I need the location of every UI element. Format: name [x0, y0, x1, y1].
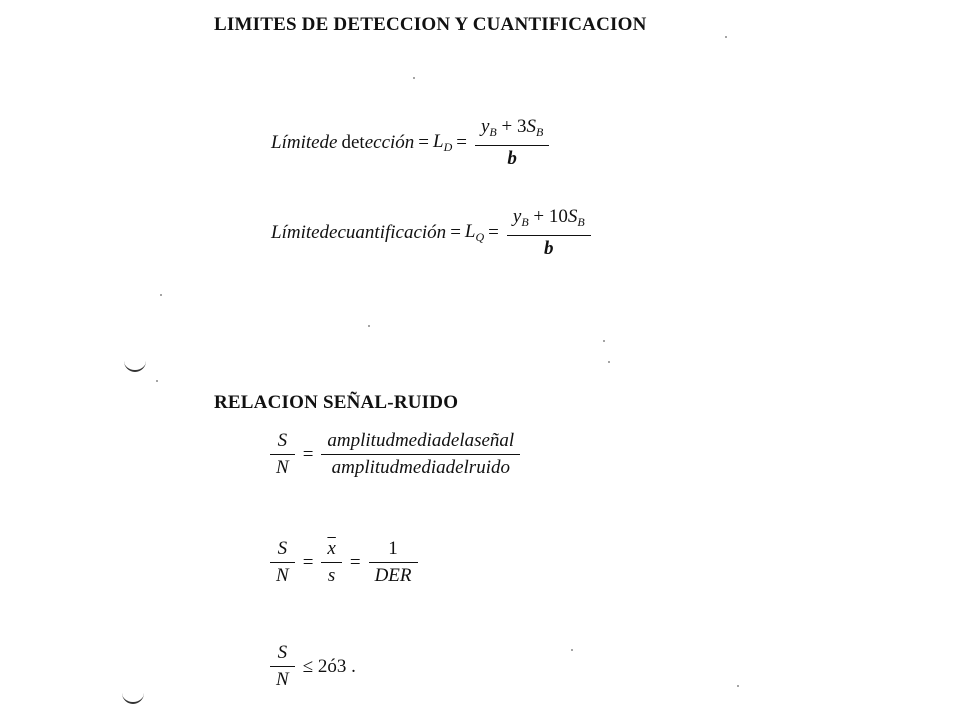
scan-speck — [725, 36, 727, 38]
equals-sign: = — [418, 132, 430, 153]
equation-sn-definition — [266, 430, 524, 479]
equation-detection-limit — [271, 116, 553, 170]
eq-lhs: Límitedecuantificación — [271, 222, 447, 243]
scan-speck — [608, 361, 610, 363]
scan-speck — [413, 77, 415, 79]
fraction-denominator: b — [507, 235, 591, 260]
fraction-numerator: $y_B + 10S_B$ — [512, 206, 585, 229]
eq-lhs-part3: ección — [364, 132, 415, 153]
fraction-S-over-N: $\frac{S}{N}$ — [270, 642, 295, 691]
fraction-denominator: b — [475, 145, 549, 170]
fraction-one-over-der: $\frac{1}{\text{DER}}$ — [369, 538, 418, 587]
sn-limit-rhs: ≤ 2ó3 . — [302, 655, 356, 677]
fraction-numerator: amplitudmediadelaseñal — [327, 430, 515, 451]
symbol-LQ: $L_Q$ — [464, 221, 485, 244]
scan-mark — [122, 692, 144, 704]
scan-speck — [737, 685, 739, 687]
scan-speck — [368, 325, 370, 327]
section-heading-limits: LIMITES DE DETECCION Y CUANTIFICACION — [214, 14, 647, 35]
eq-lhs-part2: det — [341, 132, 365, 153]
scan-speck — [603, 340, 605, 342]
section-heading-signal-noise: RELACION SEÑAL-RUIDO — [214, 392, 459, 413]
eq-lhs-part1: Límitede — [271, 132, 338, 153]
symbol-LD: $L_D$ — [433, 131, 453, 154]
equals-sign: = — [302, 551, 314, 573]
fraction-amplitudes — [321, 430, 520, 479]
fraction-S-over-N: $\frac{S}{N}$ — [270, 430, 295, 479]
fraction-S-over-N: $\frac{S}{N}$ — [270, 538, 295, 587]
fraction-denominator: amplitudmediadelruido — [321, 454, 520, 479]
fraction-quantification — [507, 206, 591, 260]
equals-sign: = — [488, 222, 499, 243]
scan-speck — [156, 380, 158, 382]
equals-sign: = — [456, 132, 467, 153]
equation-quantification-limit — [271, 206, 595, 260]
equals-sign: = — [450, 222, 461, 243]
equation-sn-der — [266, 538, 422, 587]
equals-sign: = — [349, 551, 361, 573]
equation-sn-limit — [266, 642, 356, 691]
scan-speck — [571, 649, 573, 651]
equals-sign: = — [302, 443, 314, 465]
fraction-numerator: $y_B + 3S_B$ — [480, 116, 544, 139]
fraction-xbar-over-s: $\frac{\overline{x}}{s}$ — [321, 538, 341, 587]
scan-speck — [160, 294, 162, 296]
scan-mark — [124, 360, 146, 372]
fraction-detection — [475, 116, 549, 170]
